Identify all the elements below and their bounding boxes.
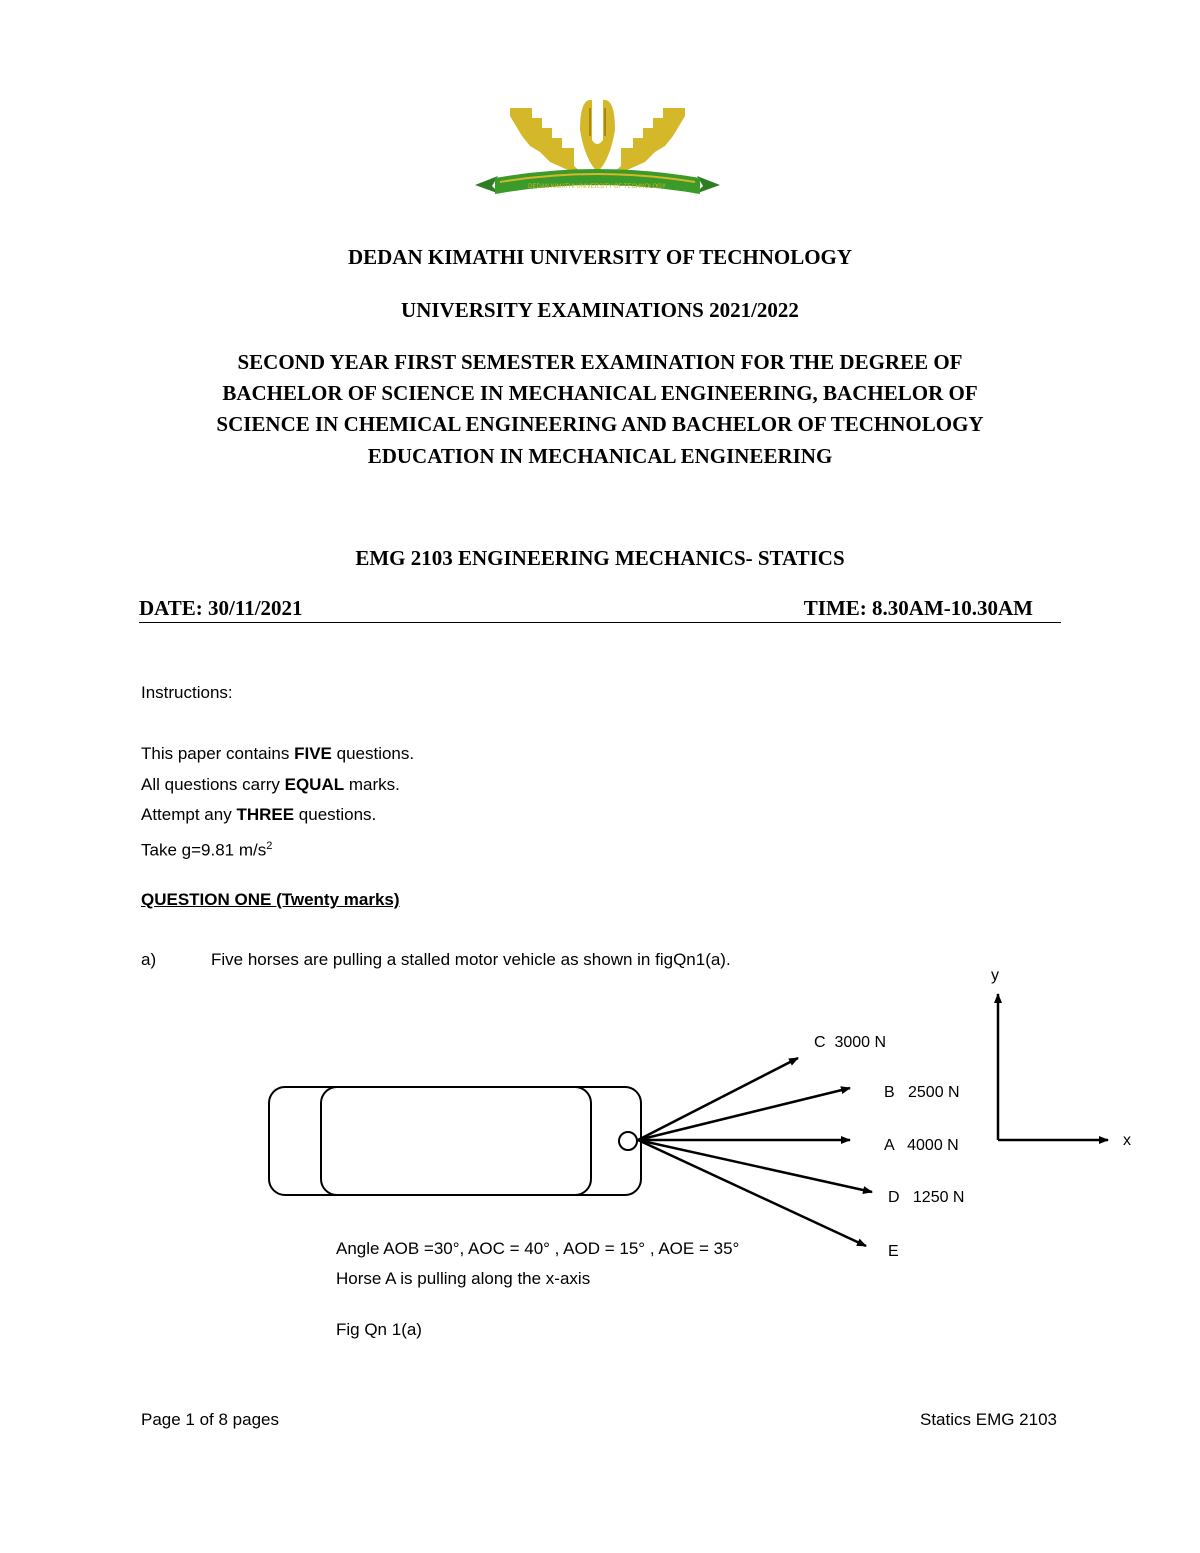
- instructions-block: [141, 678, 414, 866]
- force-arrow-c: [638, 1058, 798, 1140]
- header-rule: [139, 622, 1061, 623]
- force-arrow-b: [638, 1088, 850, 1140]
- degree-line-2: BACHELOR OF SCIENCE IN MECHANICAL ENGINEERING, BACHELOR OF: [222, 381, 978, 405]
- logo-ribbon-text: DEDAN KIMATHI UNIVERSITY OF TECHNOLOGY: [528, 184, 666, 190]
- instruction-line-3: Attempt any THREE questions.: [141, 805, 377, 824]
- x-axis-label: x: [1123, 1132, 1131, 1149]
- force-arrow-d: [638, 1140, 872, 1192]
- force-arrow-e: [638, 1140, 866, 1246]
- part-a-text: Five horses are pulling a stalled motor vehicle as shown in figQn1(a).: [211, 950, 731, 969]
- page-number: Page 1 of 8 pages: [141, 1410, 280, 1429]
- horse-a-note: Horse A is pulling along the x-axis: [336, 1269, 591, 1288]
- instruction-line-1: This paper contains FIVE questions.: [141, 744, 415, 763]
- instruction-line-2: All questions carry EQUAL marks.: [141, 774, 400, 794]
- exam-time: TIME: 8.30AM-10.30AM: [803, 596, 1033, 620]
- force-label-b: B 2500 N: [884, 1084, 960, 1101]
- figure-caption: Fig Qn 1(a): [336, 1320, 422, 1339]
- footer-course: Statics EMG 2103: [919, 1410, 1057, 1429]
- instruction-line-4: Take g=9.81 $m/s^2$: [141, 839, 273, 860]
- vehicle-roof: [321, 1087, 591, 1195]
- university-name: DEDAN KIMATHI UNIVERSITY OF TECHNOLOGY: [347, 245, 853, 269]
- angle-description: Angle AOB =30°, AOC = 40° , AOD = 15° , AOE = 35°: [336, 1239, 740, 1258]
- instructions-heading: Instructions:: [141, 683, 233, 702]
- degree-line-3: SCIENCE IN CHEMICAL ENGINEERING AND BACHELOR OF TECHNOLOGY: [216, 412, 984, 436]
- exam-session: UNIVERSITY EXAMINATIONS 2021/2022: [401, 298, 799, 322]
- course-title: EMG 2103 ENGINEERING MECHANICS- STATICS: [355, 546, 845, 570]
- force-label-e: E: [888, 1243, 899, 1260]
- force-label-d: D 1250 N: [888, 1189, 965, 1206]
- y-axis-label: y: [991, 967, 999, 984]
- force-diagram: [260, 960, 1160, 1280]
- degree-line-1: SECOND YEAR FIRST SEMESTER EXAMINATION FOR THE DEGREE OF: [237, 350, 963, 374]
- university-logo: [470, 90, 725, 210]
- part-a-label: a): [141, 950, 157, 969]
- hitch-point: [619, 1132, 637, 1150]
- force-label-c: C 3000 N: [814, 1034, 887, 1051]
- degree-line-4: EDUCATION IN MECHANICAL ENGINEERING: [367, 444, 833, 468]
- exam-date: DATE: 30/11/2021: [139, 596, 303, 620]
- question-one-heading: QUESTION ONE (Twenty marks): [141, 890, 400, 909]
- vehicle-body: [269, 1087, 641, 1195]
- force-label-a: A 4000 N: [884, 1137, 959, 1154]
